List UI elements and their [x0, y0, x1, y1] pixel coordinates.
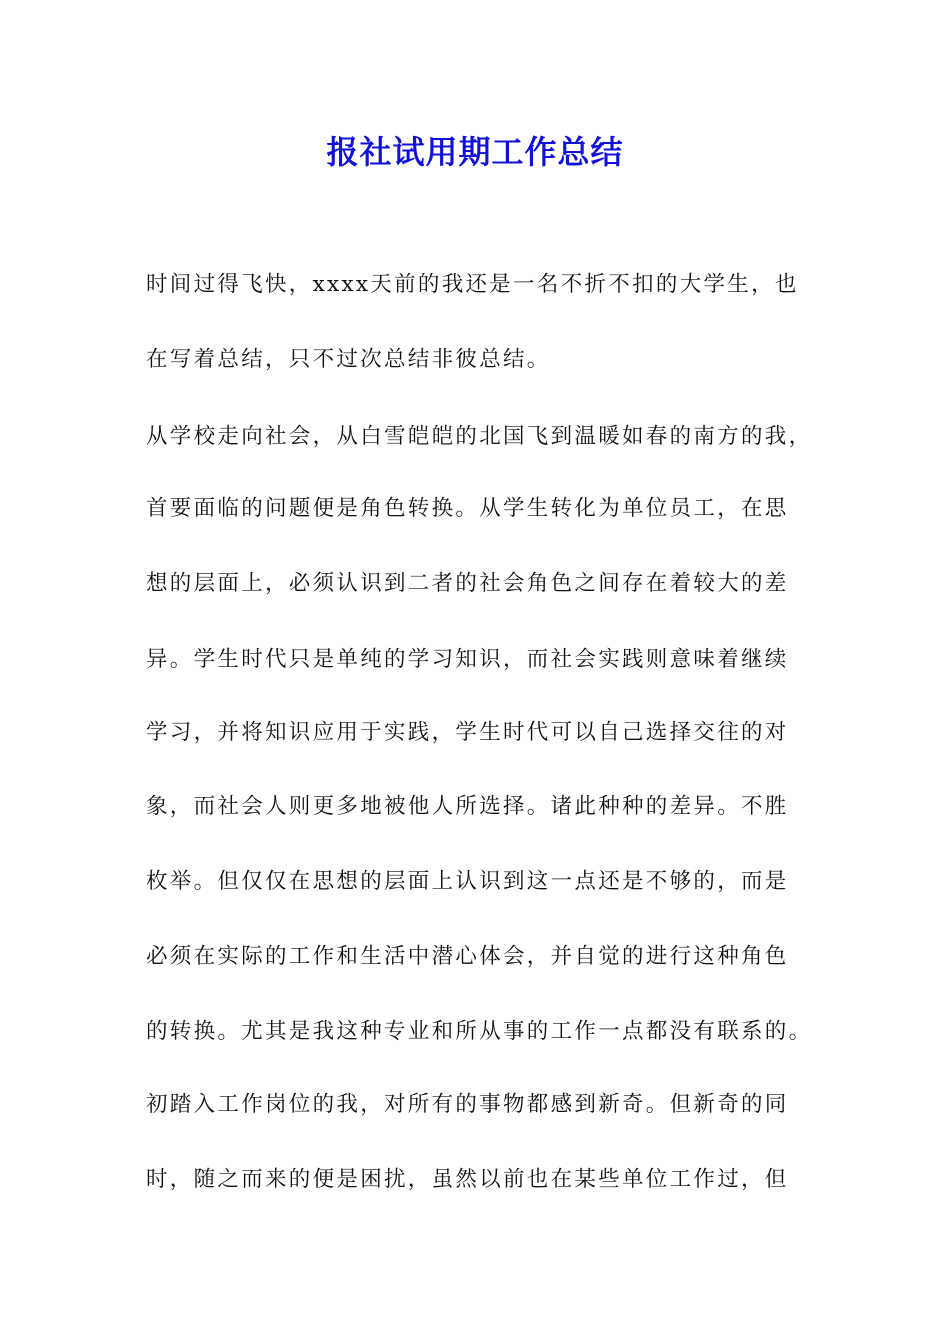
paragraph-line: 时，随之而来的便是困扰，虽然以前也在某些单位工作过，但 — [146, 1167, 789, 1192]
paragraph-line: 的转换。尤其是我这种专业和所从事的工作一点都没有联系的。 — [146, 1019, 813, 1044]
paragraph-line: 时间过得飞快，xxxx天前的我还是一名不折不扣的大学生，也 — [146, 272, 799, 297]
paragraph-line: 首要面临的问题便是角色转换。从学生转化为单位员工，在思 — [146, 496, 789, 521]
paragraph-line: 必须在实际的工作和生活中潜心体会，并自觉的进行这种角色 — [146, 944, 789, 969]
paragraph-line: 象，而社会人则更多地被他人所选择。诸此种种的差异。不胜 — [146, 794, 789, 819]
paragraph-line: 枚举。但仅仅在思想的层面上认识到这一点还是不够的，而是 — [146, 869, 789, 894]
paragraph-line: 想的层面上，必须认识到二者的社会角色之间存在着较大的差 — [146, 571, 789, 596]
document-title: 报社试用期工作总结 — [326, 133, 624, 171]
paragraph-line: 在写着总结，只不过次总结非彼总结。 — [146, 347, 551, 372]
paragraph-line: 初踏入工作岗位的我，对所有的事物都感到新奇。但新奇的同 — [146, 1092, 789, 1117]
paragraph-line: 从学校走向社会，从白雪皑皑的北国飞到温暖如春的南方的我， — [146, 424, 813, 449]
paragraph-line: 学习，并将知识应用于实践，学生时代可以自己选择交往的对 — [146, 720, 789, 745]
paragraph-line: 异。学生时代只是单纯的学习知识，而社会实践则意味着继续 — [146, 647, 789, 672]
